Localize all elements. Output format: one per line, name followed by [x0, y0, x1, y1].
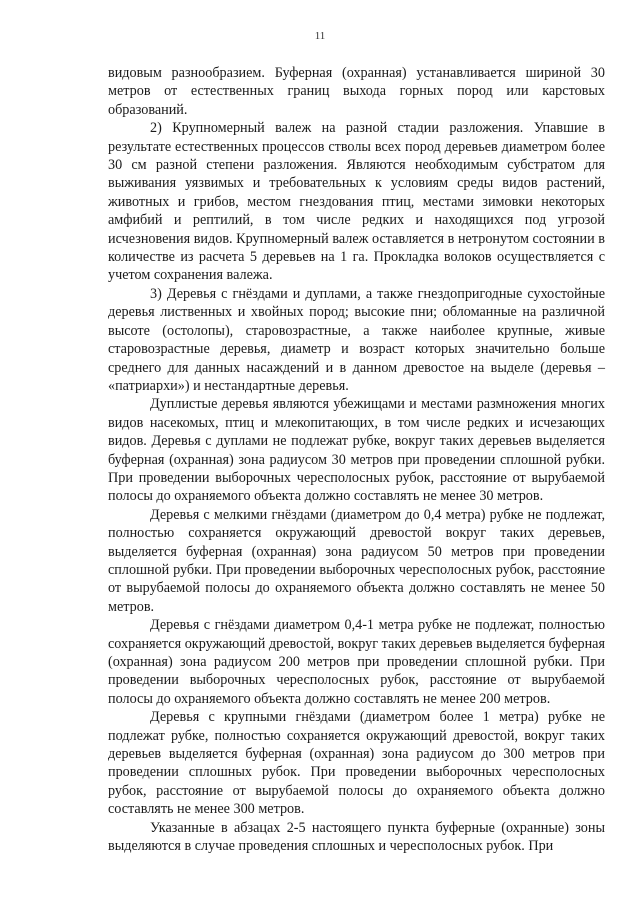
paragraph-5: Деревья с мелкими гнёздами (диаметром до 0,4 метра) рубке не подлежат, полностью сохраняется окружающий древостой вокруг таких деревьев, выделяется буферная (охранная) зона радиусом 50 метров при проведении сплошной рубки. При проведении выборочных чересполосных рубок, расстояние от вырубаемой полосы до охраняемого объекта должно составлять не менее 50 метров. — [108, 506, 605, 615]
paragraph-7: Деревья с крупными гнёздами (диаметром более 1 метра) рубке не подлежат рубке, полностью сохраняется окружающий древостой, вокруг таких деревьев выделяется буферная (охранная) зона радиусом до 300 метров при проведении сплошных рубок. При проведении выборочных чересполосных рубок, расстояние от вырубаемой полосы до охраняемого объекта должно составлять не менее 300 метров. — [108, 709, 605, 818]
paragraph-3: 3) Деревья с гнёздами и дуплами, а также гнездопригодные сухостойные деревья лиственных и хвойных пород; высокие пни; обломанные на различной высоте (остолопы), старовозрастные, а также наиболее крупные, живые старовозрастные деревья, диаметр и возраст которых значительно больше среднего для данных насаждений и в данном древостое на выделе (деревья – «патриархи») и нестандартные деревья. — [108, 285, 605, 394]
page-number: 11 — [314, 30, 326, 42]
paragraph-6: Деревья с гнёздами диаметром 0,4-1 метра рубке не подлежат, полностью сохраняется окружающий древостой, вокруг таких деревьев выделяется буферная (охранная) зона радиусом 200 метров при проведении сплошной рубки. При проведении выборочных чересполосных рубок, расстояние от вырубаемой полосы до охраняемого объекта должно составлять не менее 200 метров. — [108, 617, 605, 707]
paragraph-4: Дуплистые деревья являются убежищами и местами размножения многих видов насекомых, птиц и млекопитающих, в том числе редких и исчезающих видов. Деревья с дуплами не подлежат рубке, вокруг таких деревьев выделяется буферная (охранная) зона радиусом 30 метров при проведении сплошной рубки. При проведении выборочных чересполосных рубок, расстояние от вырубаемой полосы до охраняемого объекта должно составлять не менее 30 метров. — [108, 396, 605, 505]
paragraph-8: Указанные в абзацах 2-5 настоящего пункта буферные (охранные) зоны выделяются в случае проведения сплошных и чересполосных рубок. При — [108, 819, 605, 855]
document-body — [108, 64, 605, 855]
paragraph-2: 2) Крупномерный валеж на разной стадии разложения. Упавшие в результате естественных процессов стволы всех пород деревьев диаметром более 30 см разной степени разложения. Являются необходимым субстратом для выживания уязвимых и требовательных к условиям среды видов растений, животных и грибов, местом гнездования птиц, местами зимовки некоторых амфибий и рептилий, в том числе редких и находящихся под угрозой исчезновения видов. Крупномерный валеж оставляется в нетронутом состоянии в количестве из расчета 5 деревьев на 1 га. Прокладка волоков осуществляется с учетом сохранения валежа. — [108, 120, 605, 284]
paragraph-1: видовым разнообразием. Буферная (охранная) устанавливается шириной 30 метров от естественных границ выхода горных пород или карстовых образований. — [108, 65, 605, 118]
